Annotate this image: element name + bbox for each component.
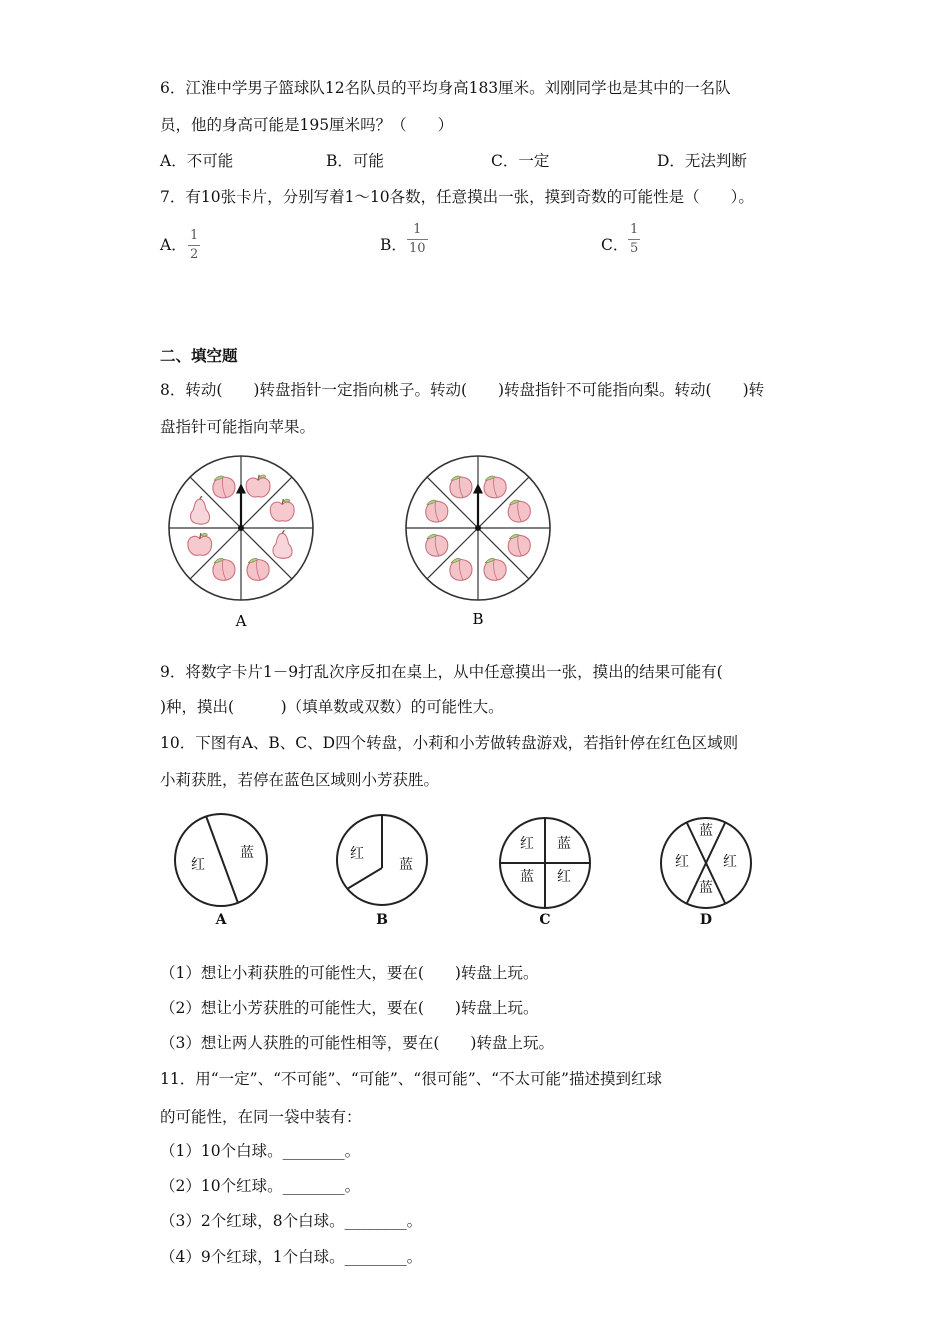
q7-option-c-label: C． [601, 236, 629, 254]
fruit-peach-icon [247, 558, 269, 580]
q8-spinner-figure [160, 448, 640, 633]
q8-line2: 盘指针可能指向苹果。 [160, 418, 316, 436]
fraction-denominator: 5 [630, 241, 639, 256]
q7-option-a-fraction [188, 228, 200, 263]
q11-line1: 11．用“一定”、“不可能”、“可能”、“很可能”、“不太可能”描述摸到红球 [160, 1070, 662, 1088]
spinner-a-divider [206, 816, 238, 903]
q9-line1: 9．将数字卡片1－9打乱次序反扣在桌上，从中任意摸出一张，摸出的结果可能有( [160, 663, 723, 681]
spinner-c-blue-label: 蓝 [557, 836, 571, 852]
spinner-b-label: B [472, 610, 484, 628]
q7-option-b-fraction [407, 222, 428, 257]
section-title-fill-in: 二、填空题 [160, 346, 238, 365]
fruit-peach-icon [484, 558, 506, 580]
q6-line1: 6．江淮中学男子篮球队12名队员的平均身高183厘米。刘刚同学也是其中的一名队 [160, 79, 731, 97]
spinner-c-red-label: 红 [557, 869, 571, 885]
spinner-d-caption: D [699, 912, 713, 928]
fraction-bar [188, 245, 200, 246]
spinner-d-blue-label: 蓝 [699, 823, 713, 839]
q11-line2: 的可能性，在同一袋中装有： [160, 1108, 362, 1126]
q10-sub2: （2）想让小芳获胜的可能性大，要在( )转盘上玩。 [160, 999, 539, 1017]
spinner-a-caption: A [215, 912, 227, 928]
q11-item-1: （1）10个白球。________。 [160, 1142, 361, 1160]
q6-option-b: B．可能 [326, 152, 384, 170]
q7-option-a-label: A． [160, 236, 187, 254]
fruit-peach-icon [450, 476, 472, 498]
fruit-peach-icon [508, 500, 530, 522]
q11-item-3: （3）2个红球，8个白球。________。 [160, 1212, 423, 1230]
spinner-c-red-label: 红 [520, 836, 534, 852]
fruit-peach-icon [484, 476, 506, 498]
fraction-bar [407, 239, 428, 240]
spinner-d-blue-label: 蓝 [699, 880, 713, 896]
spinner-a-label: A [235, 612, 247, 630]
fraction-numerator: 1 [630, 222, 639, 237]
spinner-b-red-label: 红 [350, 846, 364, 862]
fraction-denominator: 10 [409, 241, 426, 256]
q6-option-a: A．不可能 [160, 152, 234, 170]
q7-option-c-fraction [628, 222, 640, 257]
q6-line2: 员，他的身高可能是195厘米吗？（ ） [160, 116, 454, 134]
fruit-peach-icon [213, 476, 235, 498]
q7-line1: 7．有10张卡片，分别写着1～10各数，任意摸出一张，摸到奇数的可能性是（ ）。 [160, 188, 754, 206]
fraction-denominator: 2 [190, 247, 199, 262]
q11-item-4: （4）9个红球，1个白球。________。 [160, 1248, 423, 1266]
spinner-d-red-label: 红 [723, 854, 737, 870]
q9-line2: )种，摸出( )（填单数或双数）的可能性大。 [160, 698, 504, 716]
fruit-peach-icon [213, 558, 235, 580]
fraction-numerator: 1 [413, 222, 422, 237]
q7-option-b-label: B． [380, 236, 407, 254]
spinner-a [169, 456, 313, 600]
fraction-bar [628, 239, 640, 240]
q10-spinner-figure [160, 806, 800, 936]
q8-line1: 8．转动( )转盘指针一定指向桃子。转动( )转盘指针不可能指向梨。转动( )转 [160, 381, 765, 399]
q10-line2: 小莉获胜，若停在蓝色区域则小芳获胜。 [160, 771, 440, 789]
fruit-peach-icon [426, 534, 448, 556]
spinner-c-blue-label: 蓝 [520, 869, 534, 885]
spinner-b [406, 456, 550, 600]
spinner-hub [238, 525, 244, 531]
spinner-c-caption: C [539, 912, 551, 928]
q6-option-d: D．无法判断 [657, 152, 747, 170]
spinner-a-blue-label: 蓝 [240, 845, 254, 861]
q6-option-c: C．一定 [491, 152, 550, 170]
spinner-d-red-label: 红 [675, 854, 689, 870]
q10-sub3: （3）想让两人获胜的可能性相等，要在( )转盘上玩。 [160, 1034, 554, 1052]
spinner-b-divider [347, 868, 382, 889]
q11-item-2: （2）10个红球。________。 [160, 1177, 361, 1195]
spinner-b-caption: B [376, 912, 388, 928]
q10-line1: 10．下图有A、B、C、D四个转盘，小莉和小芳做转盘游戏，若指针停在红色区域则 [160, 734, 739, 752]
spinner-a-red-label: 红 [191, 857, 205, 873]
spinner-b-blue-label: 蓝 [399, 857, 413, 873]
fruit-peach-icon [450, 558, 472, 580]
q10-sub1: （1）想让小莉获胜的可能性大，要在( )转盘上玩。 [160, 964, 539, 982]
fraction-numerator: 1 [190, 228, 199, 243]
spinner-hub [475, 525, 481, 531]
fruit-peach-icon [508, 534, 530, 556]
fruit-peach-icon [426, 500, 448, 522]
